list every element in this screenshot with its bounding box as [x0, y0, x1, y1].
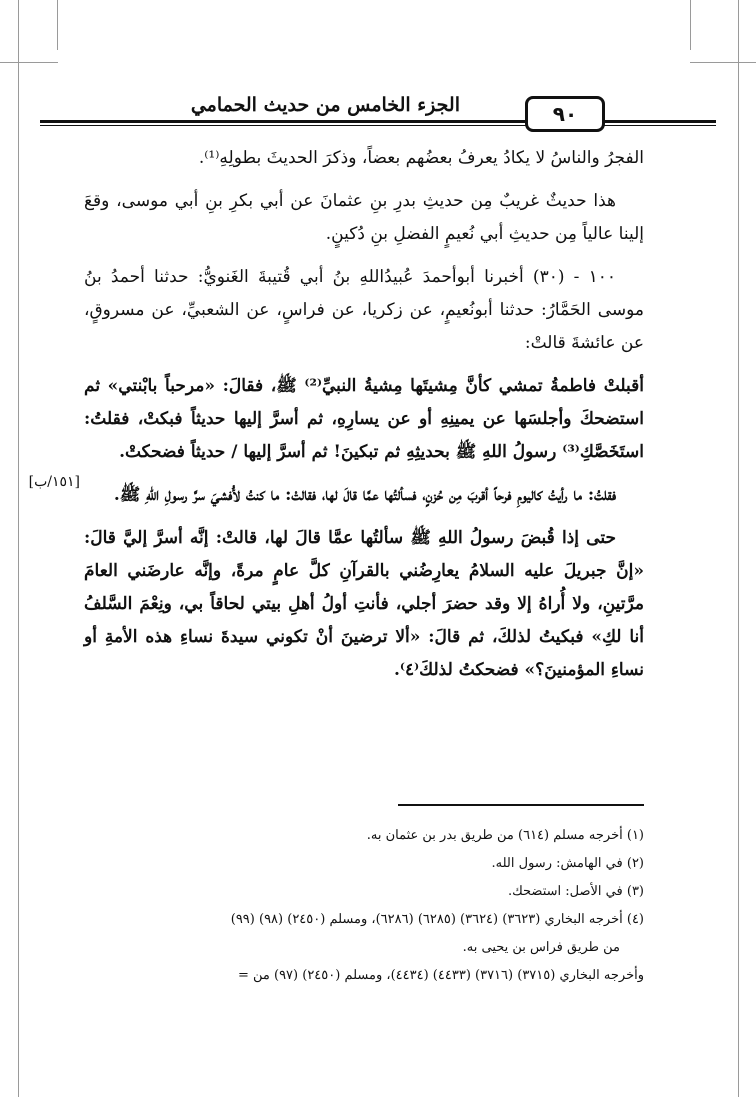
main-text: [84, 142, 644, 687]
paragraph: حتى إذا قُبضَ رسولُ اللهِ ﷺ سألتُها عمَّا قالَ لها، قالتْ: إنَّه أسرَّ إليَّ قالَ: «إنَّ جبريلَ عليه السلامُ يعارِضُني بالقرآنِ كلَّ عامٍ مرةً، وإنَّه عارضَني العامَ مرَّتينِ، ولا أُراهُ إلا وقد حضرَ أجلي، فأنتِ أولُ أهلِ بيتي لحاقاً بي، ونِعْمَ السَّلفُ أنا لكِ» فبكيتُ لذلكَ، ثم قالَ: «ألا ترضينَ أنْ تكوني سيدةَ نساءِ هذه الأمةِ أو نساءِ المؤمنينَ؟» فضحكتُ لذلكَ⁽٤⁾.: [84, 528, 644, 680]
header-title: الجزء الخامس من حديث الحمامي: [190, 94, 460, 116]
page-number: ٩٠: [525, 96, 605, 132]
footnote: (٢) في الهامش: رسول الله.: [491, 856, 644, 871]
footnote: (٤) أخرجه البخاري (٣٦٢٣) (٣٦٢٤) (٦٢٨٥) (٦٢٨٦)، ومسلم (٢٤٥٠) (٩٨) (٩٩): [230, 912, 644, 927]
crop-mark: [0, 62, 58, 63]
crop-mark: [57, 0, 58, 50]
running-header: [40, 92, 716, 132]
crop-mark: [690, 62, 756, 63]
footnote-separator: [398, 804, 644, 806]
paragraph: هذا حديثٌ غريبٌ مِن حديثِ بدرِ بنِ عثمانَ عن أبي بكرِ بنِ أبي موسى، وقعَ إلينا عالياً مِن حديثِ أبي نُعيمٍ الفضلِ بنِ دُكينٍ.: [84, 191, 644, 244]
crop-mark: [18, 0, 19, 1097]
footnotes: [64, 822, 644, 990]
footnote: وأخرجه البخاري (٣٧١٥) (٣٧١٦) (٤٤٣٣) (٤٤٣٤)، ومسلم (٢٤٥٠) (٩٧) من =: [237, 968, 644, 983]
footnote: من طريق فراس بن يحيى به.: [462, 940, 620, 955]
footnote: (٣) في الأصل: استضحك.: [507, 884, 644, 899]
paragraph: الفجرُ والناسُ لا يكادُ يعرفُ بعضُهم بعضاً، وذكرَ الحديثَ بطولِهِ⁽¹⁾.: [198, 148, 644, 168]
crop-mark: [690, 0, 691, 50]
marginal-note: [١٥١/ب]: [28, 474, 80, 490]
footnote: (١) أخرجه مسلم (٦١٤) من طريق بدر بن عثمان به.: [366, 828, 644, 843]
paragraph: أقبلتْ فاطمةُ تمشي كأنَّ مِشيتَها مِشيةُ النبيِّ⁽²⁾ ﷺ، فقالَ: «مرحباً بابْنتي» ثم استضحكَ وأجلسَها عن يمينِهِ أو عن يسارِهِ، ثم أسرَّ إليها حديثاً فبكتْ، فقلتُ: استَخَصَّكِ⁽³⁾ رسولُ اللهِ ﷺ بحديثِهِ ثم تبكينَ! ثم أسرَّ إليها / حديثاً فضحكتْ.: [84, 376, 644, 462]
paragraph: فقلتُ: ما رأيتُ كاليومِ فرحاً أقربَ مِن حُزنٍ، فسألتُها عمَّا قالَ لها، فقالتْ: ما كنتُ لأُفشيَ سرَّ رسولِ اللهِ ﷺ.: [113, 485, 616, 505]
crop-mark: [738, 0, 739, 1097]
paragraph: ١٠٠ - (٣٠) أخبرنا أبوأحمدَ عُبيدُاللهِ بنُ أبي قُتيبةَ الغَنويُّ: حدثنا أحمدُ بنُ موسى الحَمَّارُ: حدثنا أبونُعيمٍ، عن زكريا، عن فراسٍ، عن الشعبيِّ، عن مسروقٍ، عن عائشةَ قالتْ:: [84, 267, 644, 353]
header-rule: [40, 120, 716, 123]
header-rule: [40, 125, 716, 126]
